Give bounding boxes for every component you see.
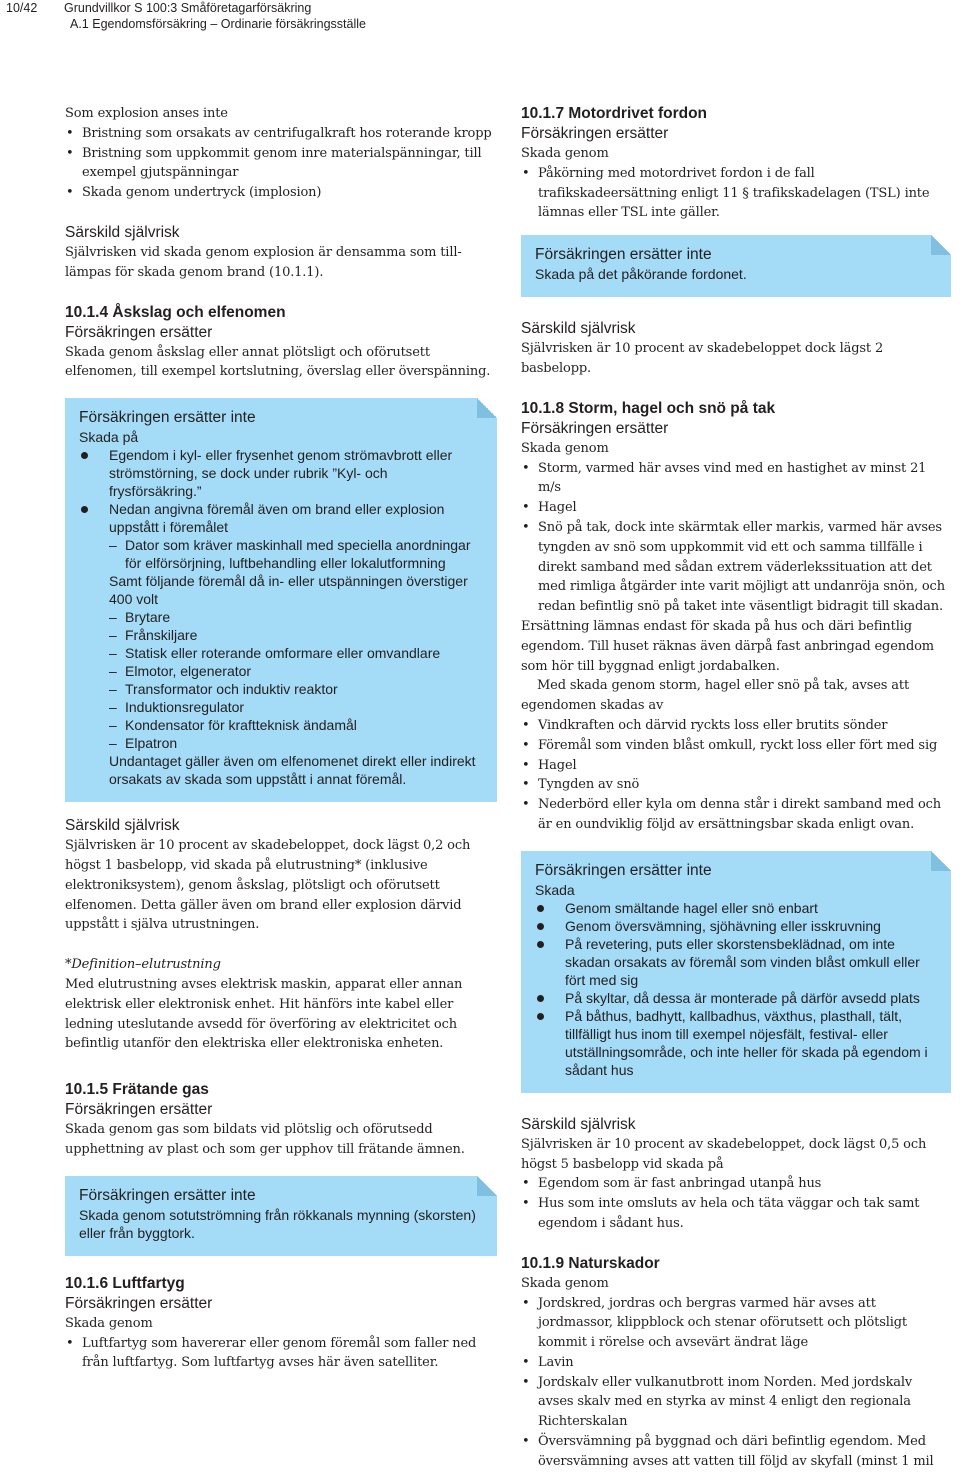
section-list [521, 1294, 951, 1472]
list-item: • Jordskred, jordras och bergras varmed här avses att jordmassor, klippblock och stenar oförutsett och plötsligt kommit i rörelse och avsevärt ändrat läge [521, 1294, 951, 1353]
definition-electrical-equipment [65, 955, 497, 1054]
section-intro: Skada genom [65, 1315, 153, 1331]
box-text: Skada genom sotutströmning från rökkanals mynning (skorsten) eller från byggtork. [79, 1206, 476, 1241]
list-item: – Induktionsregulator [79, 698, 483, 716]
list-item: – Dator som kräver maskinhall med speciella anordningar för elförsörjning, luftbehandling eller lokalutformning [79, 536, 483, 572]
list-item: • Översvämning på byggnad och däri befintlig egendom. Med översvämning avses att vatten till följd av skyfall (minst 1 mil [521, 1432, 951, 1472]
list-item: • Luftfartyg som havererar eller genom föremål som faller ned från luftfartyg. Som luftfartyg avses här även satelliter. [65, 1334, 497, 1374]
section-text: Skada genom åskslag eller annat plötsligt och oförutsett elfenomen, till exempel kortslutning, överslag eller överspänning. [65, 344, 491, 380]
list-item: • Påkörning med motordrivet fordon i de fall trafikskadeersättning enligt 11 § trafikskadelagen (TSL) inte lämnas eller TSL inte gäller. [521, 164, 951, 223]
definition-title: *Definition–elutrustning [65, 957, 221, 973]
box-list [535, 899, 937, 1079]
section-list [521, 1174, 951, 1233]
section-heading: Särskild självrisk [65, 817, 180, 835]
section-text: Självrisken är 10 procent av skadebeloppet dock lägst 2 basbelopp. [521, 341, 884, 376]
document-title: Grundvillkor S 100:3 Småföretagarförsäkring [64, 1, 312, 15]
list-item: • Bristning som uppkommit genom inre materialspänningar, till exempel gjutspänningar [65, 144, 497, 184]
list-item: – Frånskiljare [79, 626, 483, 644]
list-item: – Transformator och induktiv reaktor [79, 680, 483, 698]
section-title: 10.1.5 Frätande gas [65, 1081, 209, 1099]
list-item: – Statisk eller roterande omformare eller omvandlare [79, 644, 483, 662]
box-outro: Undantaget gäller även om elfenomenet direkt eller indirekt orsakats av skada som uppstått i annat föremål. [109, 753, 476, 788]
list-item: • Hus som inte omsluts av hela och täta väggar och tak samt egendom i sådant hus. [521, 1194, 951, 1234]
section-text: Självrisken är 10 procent av skadebeloppet, dock lägst 0,2 och högst 1 basbelopp, vid skada på elutrustning* (inklusive elektroniksystem), genom åskslag, plötsligt och oförutsett elfenomen. Detta gäller även om brand eller explosion därvid uppstått i själva utrustningen. [65, 838, 471, 933]
section-title: 10.1.8 Storm, hagel och snö på tak [521, 399, 776, 417]
list-item: • Vindkraften och därvid ryckts loss eller brutits sönder [521, 716, 951, 736]
section-text: Självrisken är 10 procent av skadebeloppet, dock lägst 0,5 och högst 5 basbelopp vid skada på [521, 1136, 927, 1172]
explosion-section [65, 104, 497, 203]
list-item: • Föremål som vinden blåst omkull, ryckt loss eller fört med sig [521, 736, 951, 756]
section-subheading: Försäkringen ersätter [65, 1294, 213, 1312]
box-heading: Försäkringen ersätter inte [79, 409, 256, 427]
page-fold-corner [477, 398, 497, 418]
section-list [521, 164, 951, 223]
page-header [6, 0, 366, 32]
section-list [65, 1334, 497, 1374]
definition-text: Med elutrustning avses elektrisk maskin, apparat eller annan elektrisk eller elektronisk enhet. Hit hänförs inte kabel eller ledning uteslutande avsedd för överföring av elektricitet och befintlig utanför den elektriska eller elektroniska enheten. [65, 976, 463, 1052]
box-mid-text: Samt följande föremål då in- eller utspänningen överstiger 400 volt [109, 573, 468, 608]
list-item: • Jordskalv eller vulkanutbrott inom Norden. Med jordskalv avses skalv med en styrka av minst 4 enligt den regionala Richterskalan [521, 1373, 951, 1432]
section-paragraph: Med skada genom storm, hagel eller snö på tak, avses att egendomen skadas av [521, 678, 910, 714]
section-title: 10.1.9 Naturskador [521, 1254, 660, 1272]
section-text: Skada genom gas som bildats vid plötslig och oförutsedd upphettning av plast och som ger upphov till frätande ämnen. [65, 1122, 465, 1157]
list-item: • Skada genom undertryck (implosion) [65, 183, 497, 203]
section-title: 10.1.7 Motordrivet fordon [521, 105, 708, 122]
section-subheading: Försäkringen ersätter [521, 419, 669, 437]
exclusion-box-vehicle [521, 235, 951, 297]
explosion-list [65, 124, 497, 203]
document-subtitle: A.1 Egendomsförsäkring – Ordinarie försäkringsställe [70, 17, 366, 31]
section-10-1-9 [521, 1254, 951, 1472]
list-item: • Hagel [521, 498, 951, 518]
box-heading: Försäkringen ersätter inte [79, 1186, 256, 1204]
list-item: På båthus, badhytt, kallbadhus, växthus, plasthall, tält, tillfälligt hus inom till exempel nöjesfält, festival- eller utställningsområde, och inte heller för skada på egendom i sådant hus [535, 1007, 937, 1079]
list-item: • Storm, varmed här avses vind med en hastighet av minst 21 m/s [521, 459, 951, 499]
section-intro: Skada genom [521, 146, 609, 161]
section-paragraph: Ersättning lämnas endast för skada på hus och däri befintlig egendom. Till huset räknas även därpå fast anbringad egendom som hör till byggnad enligt jordabalken. [521, 618, 934, 674]
section-subheading: Försäkringen ersätter [521, 125, 669, 142]
exclusion-box-electrical [65, 398, 497, 802]
list-item: • Egendom som är fast anbringad utanpå hus [521, 1174, 951, 1194]
list-item: • Snö på tak, dock inte skärmtak eller markis, varmed här avses tyngden av snö som uppkommit vid ett och samma tillfälle i direkt samband med sådan extrem väderlekssituation att det med rimliga åtgärder inte varit möjligt att undanröja snön, och redan befintlig snö på taket inte väsentligt bidragit till skadan. [521, 518, 951, 617]
box-intro: Skada på [79, 429, 139, 446]
box-heading: Försäkringen ersätter inte [535, 861, 712, 879]
page-fold-corner [931, 851, 951, 871]
box-text: Skada på det påkörande fordonet. [535, 266, 747, 283]
list-item: Genom smältande hagel eller snö enbart [535, 899, 937, 917]
section-heading: Särskild självrisk [65, 223, 180, 241]
list-item: • Hagel [521, 756, 951, 776]
box-intro: Skada [535, 881, 575, 898]
left-column [65, 104, 497, 1373]
page-number: 10/42 [6, 1, 38, 15]
right-column [521, 104, 951, 1472]
section-10-1-5 [65, 1080, 497, 1160]
section-title: 10.1.6 Luftfartyg [65, 1274, 185, 1292]
exclusion-box-gas [65, 1176, 497, 1256]
box-dash-list [79, 536, 483, 572]
list-item: – Brytare [79, 608, 483, 626]
list-item: Genom översvämning, sjöhävning eller isskruvning [535, 917, 937, 935]
list-item: • Lavin [521, 1353, 951, 1373]
list-item: Egendom i kyl- eller frysenhet genom strömavbrott eller strömstörning, se dock under rubrik ”Kyl- och frysförsäkring.” [79, 446, 483, 500]
section-list [521, 716, 951, 835]
list-item: Nedan angivna föremål även om brand eller explosion uppstått i föremålet [79, 500, 483, 536]
section-heading: Särskild självrisk [521, 320, 636, 338]
list-item: På revetering, puts eller skorstensbeklädnad, om inte skadan orsakats av föremål som vinden blåst omkull eller fört med sig [535, 935, 937, 989]
section-subheading: Försäkringen ersätter [65, 1101, 213, 1119]
section-10-1-6 [65, 1274, 497, 1373]
special-deductible-explosion [65, 223, 497, 283]
special-deductible-storm [521, 1115, 951, 1234]
box-heading: Försäkringen ersätter inte [535, 246, 712, 264]
section-text: Självrisken vid skada genom explosion är densamma som till-lämpas för skada genom brand (10.1.1). [65, 244, 462, 280]
list-item: • Tyngden av snö [521, 775, 951, 795]
section-10-1-4 [65, 303, 497, 383]
section-heading: Särskild självrisk [521, 1115, 636, 1133]
list-item: – Kondensator för kraftteknisk ändamål [79, 716, 483, 734]
list-item: • Bristning som orsakats av centrifugalkraft hos roterande kropp [65, 124, 497, 144]
page-fold-corner [931, 235, 951, 255]
special-deductible-electrical [65, 816, 497, 935]
list-item: • Nederbörd eller kyla om denna står i direkt samband med och är en oundviklig följd av ersättningsbar skada enligt ovan. [521, 795, 951, 835]
section-10-1-7 [521, 104, 951, 223]
box-dash-list [79, 608, 483, 752]
section-intro: Skada genom [521, 1275, 609, 1291]
page-fold-corner [477, 1176, 497, 1196]
section-intro: Skada genom [521, 440, 609, 456]
section-subheading: Försäkringen ersätter [65, 323, 213, 341]
special-deductible-vehicle [521, 319, 951, 379]
explosion-intro: Som explosion anses inte [65, 106, 228, 121]
list-item: – Elpatron [79, 734, 483, 752]
box-list [79, 446, 483, 536]
section-list [521, 459, 951, 617]
list-item: På skyltar, då dessa är monterade på därför avsedd plats [535, 989, 937, 1007]
list-item: – Elmotor, elgenerator [79, 662, 483, 680]
section-10-1-8 [521, 399, 951, 835]
section-title: 10.1.4 Åskslag och elfenomen [65, 303, 286, 321]
exclusion-box-storm [521, 851, 951, 1093]
